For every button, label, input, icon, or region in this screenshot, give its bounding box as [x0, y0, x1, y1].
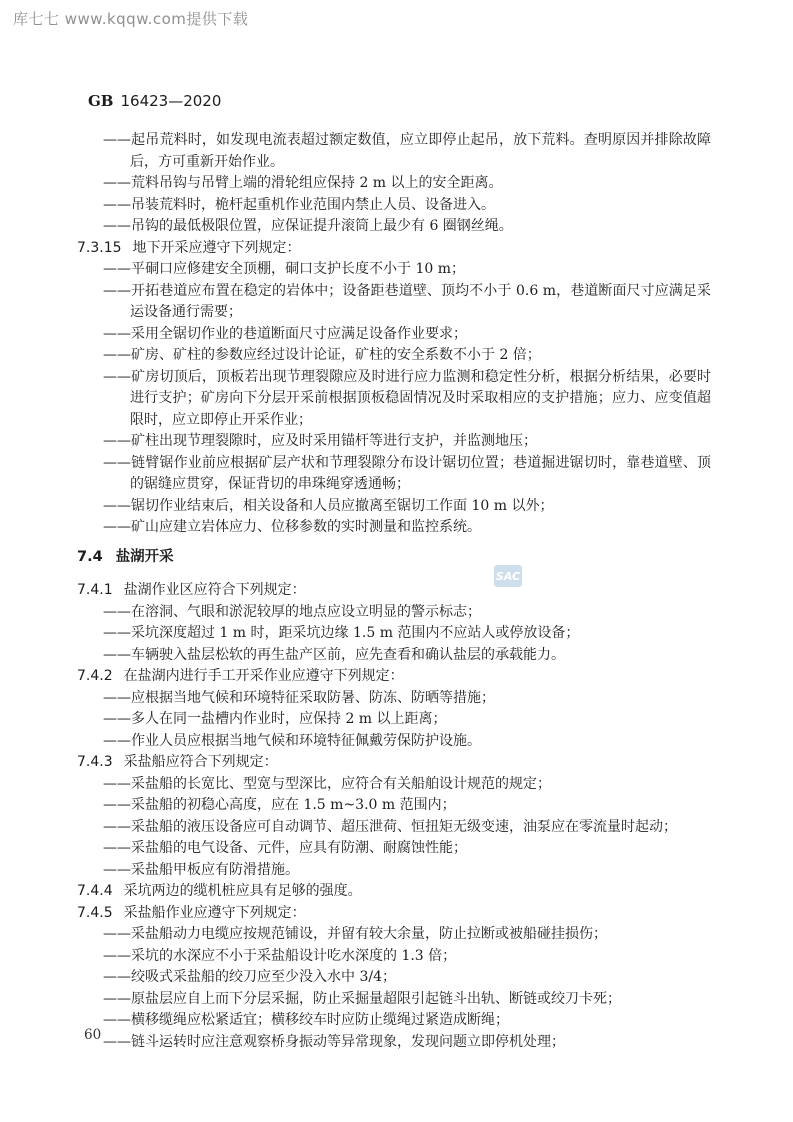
paragraph-text: ——矿房切顶后，顶板若出现节理裂隙应及时进行应力监测和稳定性分析，根据分析结果，必要时进行支护；矿房向下分层开采前根据顶板稳固情况及时采取相应的支护措施；应力、应变值超限时，应立即停止开采作业； [103, 368, 711, 428]
dash-item [77, 795, 711, 817]
dash-item [77, 967, 711, 989]
paragraph-text: ——链臂锯作业前应根据矿层产状和节理裂隙分布设计锯切位置；巷道掘进锯切时，靠巷道壁、顶的锯缝应贯穿，保证背切的串珠绳穿透通畅； [103, 454, 711, 492]
dash-item [77, 130, 711, 173]
dash-item [77, 688, 711, 710]
paragraph-text: 采盐船作业应遵守下列规定： [123, 904, 306, 921]
clause-number: 7.4.5 [77, 904, 113, 921]
clause-paragraph [77, 881, 711, 903]
paragraph-text: ——采坑深度超过 1 m 时，距采坑边缘 1.5 m 范围内不应站人或停放设备； [103, 625, 580, 641]
paragraph-text: ——矿房、矿柱的参数应经过设计论证，矿柱的安全系数不小于 2 倍； [103, 347, 541, 363]
dash-item [77, 860, 711, 882]
clause-paragraph [77, 238, 711, 260]
clause-paragraph [77, 666, 711, 688]
paragraph-text: ——采盐船的液压设备应可自动调节、超压泄荷、恒扭矩无级变速，油泵应在零流量时起动； [103, 818, 677, 835]
dash-item [77, 1032, 711, 1054]
paragraph-text: ——原盐层应自上而下分层采掘，防止采掘量超限引起链斗出轨、断链或绞刀卡死； [103, 990, 621, 1007]
paragraph-text: ——矿柱出现节理裂隙时，应及时采用锚杆等进行支护，并监测地压； [103, 433, 537, 449]
dash-item [77, 645, 711, 667]
dash-item [77, 496, 711, 518]
dash-item [77, 259, 711, 281]
dash-item [77, 709, 711, 731]
dash-item [77, 324, 711, 346]
paragraph-text: 采盐船应符合下列规定： [123, 754, 278, 770]
paragraph-text: ——平硐口应修建安全顶棚，硐口支护长度不小于 10 m； [103, 261, 465, 277]
dash-item [77, 345, 711, 367]
paragraph-text: 盐湖开采 [115, 548, 174, 565]
paragraph-text: 地下开采应遵守下列规定： [132, 239, 301, 256]
page-number: 60 [84, 1027, 102, 1043]
paragraph-text: ——荒料吊钩与吊臂上端的滑轮组应保持 2 m 以上的安全距离。 [103, 175, 503, 191]
dash-item [77, 602, 711, 624]
clause-number: 7.4.4 [77, 883, 113, 899]
dash-item [77, 431, 711, 453]
paragraph-text: ——采盐船的长宽比、型宽与型深比，应符合有关船舶设计规范的规定； [103, 775, 551, 792]
paragraph-text: ——采用全锯切作业的巷道断面尺寸应满足设备作业要求； [103, 325, 467, 342]
dash-item [77, 281, 711, 324]
paragraph-text: ——作业人员应根据当地气候和环境特征佩戴劳保防护设施。 [103, 732, 481, 749]
sac-logo-watermark: SAC [494, 565, 522, 587]
clause-number: 7.4.3 [77, 754, 113, 770]
dash-item [77, 517, 711, 539]
paragraph-text: ——吊钩的最低极限位置，应保证提升滚筒上最少有 6 圈钢丝绳。 [103, 218, 513, 234]
paragraph-text: ——多人在同一盐槽内作业时，应保持 2 m 以上距离； [103, 711, 447, 727]
clause-number: 7.4.2 [77, 668, 113, 684]
clause-number: 7.3.15 [77, 239, 122, 256]
clause-paragraph [77, 903, 711, 925]
dash-item [77, 367, 711, 432]
dash-item [77, 946, 711, 968]
paragraph-text: ——链斗运转时应注意观察桥身振动等异常现象，发现问题立即停机处理； [103, 1033, 565, 1050]
dash-item [77, 195, 711, 217]
paragraph-text: ——锯切作业结束后，相关设备和人员应撤离至锯切工作面 10 m 以外； [103, 497, 554, 514]
paragraph-text: ——矿山应建立岩体应力、位移参数的实时测量和监控系统。 [103, 519, 481, 535]
site-watermark: 库七七 www.kqqw.com提供下载 [13, 10, 249, 28]
standard-number [88, 92, 221, 110]
paragraph-text: 在盐湖内进行手工开采作业应遵守下列规定： [123, 668, 404, 684]
standard-prefix: GB [88, 92, 114, 110]
paragraph-text: ——车辆驶入盐层松软的再生盐产区前，应先查看和确认盐层的承载能力。 [103, 646, 565, 663]
paragraph-text: ——采坑的水深应不小于采盐船设计吃水深度的 1.3 倍； [103, 947, 457, 964]
dash-item [77, 731, 711, 753]
paragraph-text: ——采盐船的初稳心高度，应在 1.5 m~3.0 m 范围内； [103, 797, 456, 813]
paragraph-text: ——在溶洞、气眼和淤泥较厚的地点应设立明显的警示标志； [103, 603, 481, 620]
dash-item [77, 838, 711, 860]
paragraph-text: ——采盐船的电气设备、元件，应具有防潮、耐腐蚀性能； [103, 840, 467, 856]
document-body [77, 130, 711, 1053]
paragraph-text: ——绞吸式采盐船的绞刀应至少没入水中 3/4； [103, 969, 396, 985]
paragraph-text: ——采盐船动力电缆应按规范铺设，并留有较大余量，防止拉断或被船碰挂损伤； [103, 926, 607, 942]
dash-item [77, 817, 711, 839]
paragraph-text: ——横移缆绳应松紧适宜；横移绞车时应防止缆绳过紧造成断绳； [103, 1012, 509, 1028]
paragraph-text: ——开拓巷道应布置在稳定的岩体中；设备距巷道壁、顶均不小于 0.6 m，巷道断面尺寸应满足采运设备通行需要； [103, 282, 711, 320]
paragraph-text: ——吊装荒料时，桅杆起重机作业范围内禁止人员、设备进入。 [103, 196, 495, 213]
clause-paragraph [77, 580, 711, 602]
dash-item [77, 924, 711, 946]
paragraph-text: 采坑两边的缆机桩应具有足够的强度。 [123, 883, 362, 899]
paragraph-text: ——起吊荒料时，如发现电流表超过额定数值，应立即停止起吊，放下荒料。查明原因并排除故障后，方可重新开始作业。 [103, 132, 711, 170]
standard-code: 16423—2020 [120, 92, 222, 110]
paragraph-text: 盐湖作业区应符合下列规定： [123, 582, 306, 598]
section-heading [77, 547, 711, 569]
dash-item [77, 216, 711, 238]
dash-item [77, 453, 711, 496]
paragraph-text: ——采盐船甲板应有防滑措施。 [103, 861, 299, 878]
dash-item [77, 173, 711, 195]
clause-number: 7.4.1 [77, 582, 113, 598]
dash-item [77, 774, 711, 796]
dash-item [77, 989, 711, 1011]
dash-item [77, 623, 711, 645]
clause-number: 7.4 [77, 548, 103, 565]
clause-paragraph [77, 752, 711, 774]
paragraph-text: ——应根据当地气候和环境特征采取防暑、防冻、防晒等措施； [103, 689, 495, 706]
dash-item [77, 1010, 711, 1032]
